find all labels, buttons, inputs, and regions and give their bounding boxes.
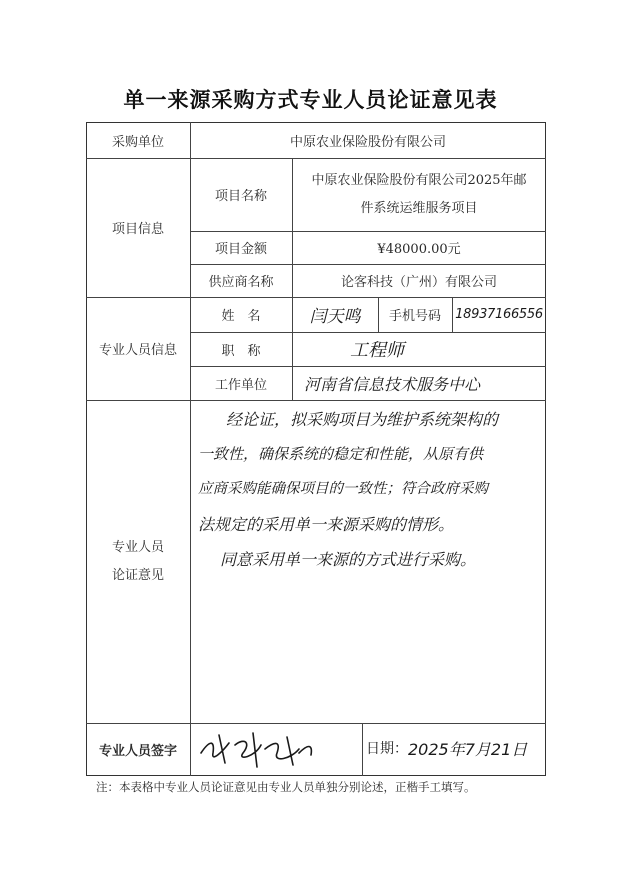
date-field [366, 736, 544, 760]
opinion-line: 同意采用单一来源的方式进行采购。 [220, 550, 477, 569]
opinion-line: 法规定的采用单一来源采购的情形。 [198, 515, 455, 534]
purchaser-label: 采购单位 [111, 134, 164, 150]
opinion-label-line2: 论证意见 [111, 567, 164, 583]
phone-label: 手机号码 [388, 309, 441, 324]
form-title: 单一来源采购方式专业人员论证意见表 [123, 88, 498, 112]
purchaser-value: 中原农业保险股份有限公司 [289, 134, 446, 150]
footnote: 注：本表格中专业人员论证意见由专业人员单独分别论述，正楷手工填写。 [96, 780, 476, 794]
opinion-line: 应商采购能确保项目的一致性；符合政府采购 [198, 481, 488, 497]
opinion-line: 经论证，拟采购项目为维护系统架构的 [226, 410, 499, 429]
opinion-text [198, 402, 542, 577]
project-name-value [292, 158, 546, 231]
expert-title-value: 工程师 [350, 340, 404, 361]
signature-label: 专业人员签字 [98, 744, 177, 759]
expert-name-label: 姓 名 [221, 309, 261, 324]
date-label: 日期： [366, 741, 408, 757]
expert-title-label: 职 称 [221, 343, 261, 359]
phone-value: 18937166556 [455, 307, 543, 322]
column-divider [362, 723, 363, 776]
project-name-label: 项目名称 [214, 189, 267, 204]
expert-info-label: 专业人员信息 [98, 343, 177, 358]
expert-name-value: 闫天鸣 [309, 307, 361, 327]
opinion-label-line1: 专业人员 [111, 539, 164, 555]
work-unit-value: 河南省信息技术服务中心 [304, 374, 481, 394]
date-value: 2025年7月21日 [408, 739, 528, 759]
handwritten-signature [195, 723, 355, 773]
project-name-line2: 件系统运维服务项目 [360, 200, 478, 216]
project-name-line1: 中原农业保险股份有限公司2025年邮 [311, 172, 527, 188]
project-info-label: 项目信息 [111, 222, 164, 237]
supplier-label: 供应商名称 [208, 275, 274, 290]
project-amount-label: 项目金额 [214, 242, 267, 257]
supplier-value: 论客科技（广州）有限公司 [340, 275, 497, 290]
opinion-line: 一致性，确保系统的稳定和性能，从原有供 [198, 445, 484, 463]
project-amount-value: ¥48000.00元 [377, 242, 461, 257]
work-unit-label: 工作单位 [214, 377, 267, 393]
opinion-label [86, 400, 190, 723]
